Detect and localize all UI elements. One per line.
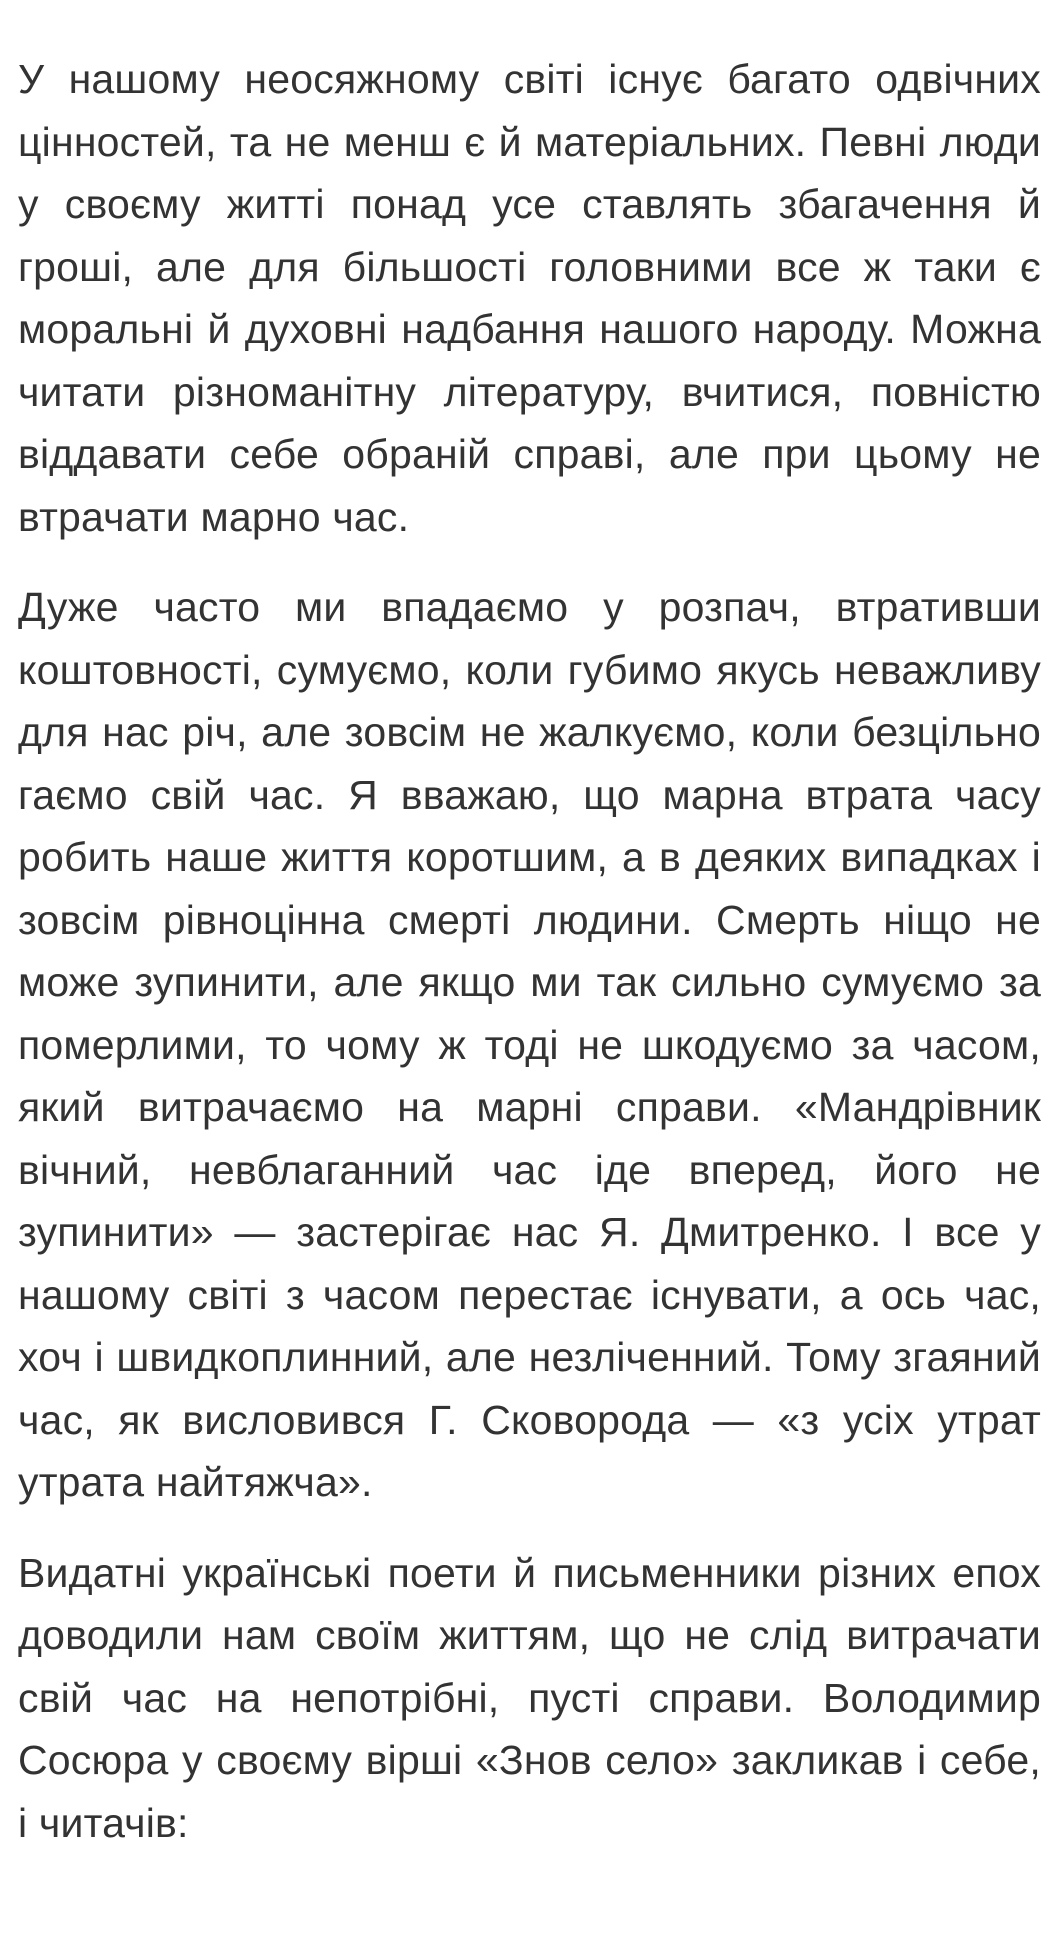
paragraph-2: Дуже часто ми впадаємо у розпач, втративши коштовності, сумуємо, коли губимо якусь неважливу для нас річ, але зовсім не жалкуємо, коли безцільно гаємо свій час. Я вважаю, що марна втрата часу робить наше життя коротшим, а в деяких випадках і зовсім рівноцінна смерті людини. Смерть ніщо не може зупинити, але якщо ми так сильно сумуємо за померлими, то чому ж тоді не шкодуємо за часом, який витрачаємо на марні справи. «Мандрівник вічний, невблаганний час іде вперед, його не зупинити» — застерігає нас Я. Дмитренко. І все у нашому світі з часом перестає існувати, а ось час, хоч і швидкоплинний, але незліченний. Тому згаяний час, як висловився Г. Сковорода — «з усіх утрат утрата найтяжча». [18, 584, 1041, 1505]
article-body [18, 48, 1041, 1882]
paragraph-3: Видатні українські поети й письменники різних епох доводили нам своїм життям, що не слід витрачати свій час на непотрібні, пусті справи. Володимир Сосюра у своєму вірші «Знов село» закликав і себе, і читачів: [18, 1549, 1041, 1846]
paragraph-1: У нашому неосяжному світі існує багато одвічних цінностей, та не менш є й матеріальних. Певні люди у своєму житті понад усе ставлять збагачення й гроші, але для більшості головними все ж таки є моральні й духовні надбання нашого народу. Можна читати різноманітну літературу, вчитися, повністю віддавати себе обраній справі, але при цьому не втрачати марно час. [18, 56, 1041, 540]
